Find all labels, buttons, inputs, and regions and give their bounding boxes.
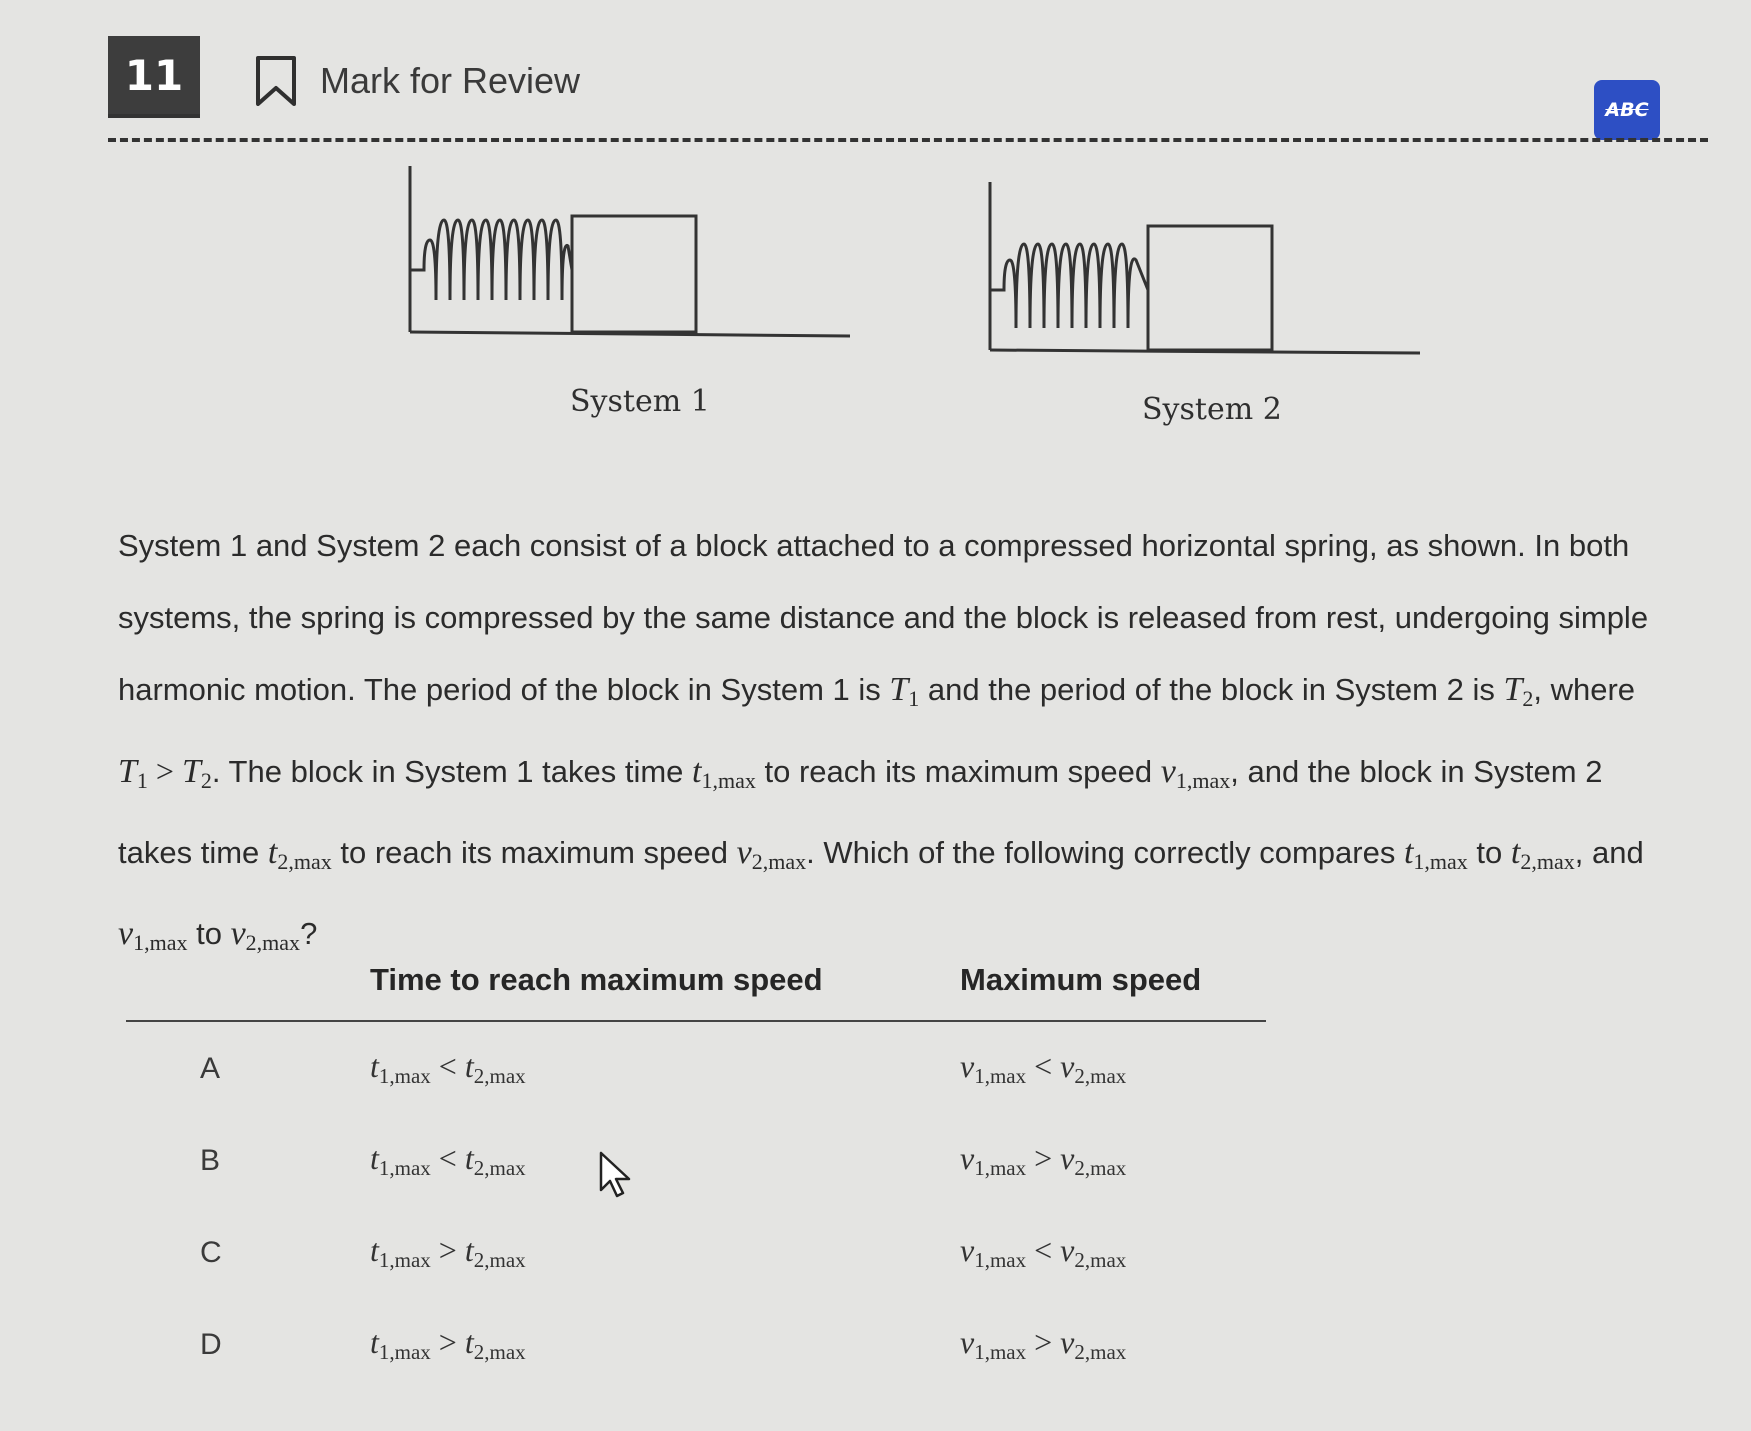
operator: < [1034,1048,1053,1084]
var-t: t [464,1048,474,1084]
system-1-caption: System 1 [570,384,710,419]
header-time: Time to reach maximum speed [370,962,823,997]
var-v: v [960,1232,975,1268]
question-text-4: . The block in System 1 takes time [211,754,693,789]
answer-choices-table [126,962,1266,1390]
var-sub: 1,max [378,1248,431,1272]
var-t1max-sub-b: 1,max [1413,849,1468,874]
question-number-underline [108,114,200,118]
var-t: t [370,1140,379,1176]
question-text-11: to [187,916,231,951]
var-T2-sub: 2 [1522,686,1534,711]
bookmark-icon[interactable] [254,56,298,106]
var-sub: 1,max [378,1340,431,1364]
question-text-10: , and [1574,835,1644,870]
var-sub: 2,max [1074,1248,1127,1272]
question-header [0,0,1751,160]
var-v: v [960,1324,975,1360]
mouse-pointer-icon [598,1150,634,1200]
operator: > [1034,1324,1053,1360]
var-t1max: t [692,753,702,790]
question-text-2: and the period of the block in System 2 is [919,672,1504,707]
var-sub: 1,max [378,1156,431,1180]
answer-table-header [126,962,1266,1022]
var-t1max-b: t [1403,834,1414,871]
choice-speed-comparison [960,1048,1126,1089]
var-sub: 2,max [1074,1156,1127,1180]
choice-time-comparison [370,1140,526,1181]
answer-eliminator-button[interactable] [1594,80,1660,140]
var-t: t [464,1324,474,1360]
question-text-6: , and the block in System 2 takes time [118,754,1603,870]
answer-choice-c[interactable] [126,1206,1266,1298]
choice-letter: B [200,1144,221,1177]
var-sub: 2,max [473,1064,526,1088]
var-v1max-b: v [118,915,134,952]
gt-operator: > [155,753,174,789]
choice-speed-comparison [960,1324,1126,1365]
operator: < [438,1048,457,1084]
var-t2max-sub-b: 2,max [1520,849,1575,874]
var-t2max-sub: 2,max [277,849,332,874]
var-sub: 1,max [974,1340,1027,1364]
question-text-9: to [1467,835,1511,870]
var-T2-b: T [181,753,201,790]
var-t2max: t [267,834,278,871]
var-v: v [960,1140,975,1176]
operator: < [1034,1232,1053,1268]
header-speed: Maximum speed [960,962,1202,997]
choice-time-comparison [370,1324,526,1365]
var-v: v [1060,1140,1075,1176]
var-v2max-b: v [230,915,246,952]
var-sub: 1,max [974,1248,1027,1272]
question-text-5: to reach its maximum speed [755,754,1161,789]
var-v: v [1060,1324,1075,1360]
system-2-diagram [980,160,1440,360]
var-v1max: v [1160,753,1176,790]
header-divider [108,138,1708,142]
var-v: v [960,1048,975,1084]
question-text-12: ? [300,916,318,951]
var-T1-sub-b: 1 [136,768,148,793]
var-sub: 1,max [974,1064,1027,1088]
system-1-figure [400,160,860,419]
var-t2max-b: t [1510,834,1521,871]
choice-letter: D [200,1328,222,1361]
choice-time-comparison [370,1232,526,1273]
question-text-3: , where [1533,672,1636,707]
operator: > [1034,1140,1053,1176]
var-sub: 1,max [378,1064,431,1088]
var-v: v [1060,1048,1075,1084]
question-text-8: . Which of the following correctly compares [806,835,1404,870]
choice-letter: A [200,1052,221,1085]
var-t: t [464,1140,474,1176]
var-sub: 2,max [1074,1064,1127,1088]
var-t: t [370,1232,379,1268]
var-T1: T [889,671,909,708]
var-v2max-sub: 2,max [751,849,807,874]
var-sub: 2,max [473,1248,526,1272]
answer-choice-b[interactable] [126,1114,1266,1206]
abc-label: ABC [1605,99,1649,121]
var-t: t [464,1232,474,1268]
operator: > [438,1324,457,1360]
var-t: t [370,1324,379,1360]
var-T2: T [1503,671,1523,708]
question-stem [118,510,1678,979]
var-t1max-sub: 1,max [701,768,756,793]
var-v: v [1060,1232,1075,1268]
var-v2max-sub-b: 2,max [245,930,301,955]
var-t: t [370,1048,379,1084]
choice-time-comparison [370,1048,526,1089]
choice-speed-comparison [960,1232,1126,1273]
choice-speed-comparison [960,1140,1126,1181]
system-2-caption: System 2 [1142,392,1282,427]
operator: > [438,1232,457,1268]
var-v2max: v [736,834,752,871]
var-sub: 2,max [1074,1340,1127,1364]
question-text-7: to reach its maximum speed [331,835,737,870]
var-T1-b: T [118,753,137,790]
var-T2-sub-b: 2 [200,768,212,793]
var-T1-sub: 1 [908,686,920,711]
mark-for-review-button[interactable]: Mark for Review [320,60,581,101]
var-sub: 2,max [473,1340,526,1364]
system-1-diagram [400,160,860,360]
answer-choice-a[interactable] [126,1022,1266,1114]
var-v1max-sub: 1,max [1175,768,1231,793]
question-text-1: System 1 and System 2 each consist of a block attached to a compressed horizontal spring, as shown. In both systems, the spring is compressed by the same distance and the block is released from rest, undergoing simple harmonic motion. The period of the block in System 1 is [118,528,1649,707]
question-number: 11 [108,36,200,114]
system-2-figure [980,160,1440,427]
answer-choice-d[interactable] [126,1298,1266,1390]
choice-letter: C [200,1236,222,1269]
var-sub: 2,max [473,1156,526,1180]
operator: < [438,1140,457,1176]
var-v1max-sub-b: 1,max [133,930,188,955]
var-sub: 1,max [974,1156,1027,1180]
